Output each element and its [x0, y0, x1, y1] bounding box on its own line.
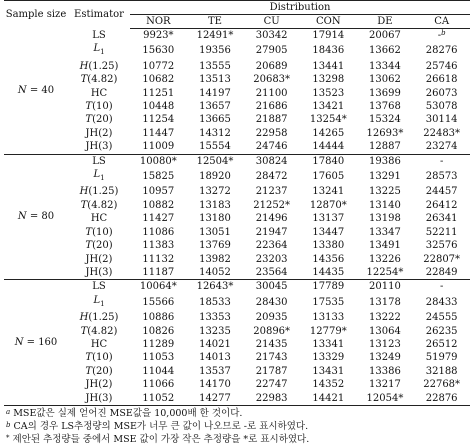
mse-value-cell: 13341	[312, 338, 345, 350]
mse-value-cell: 21252*	[253, 199, 291, 211]
mse-value-cell: 13235	[199, 325, 231, 337]
footnote: $^b$ CA의 경우 LS추정량의 MSE가 너무 큰 값이 나오므로 -로 표시하였다.	[6, 421, 309, 432]
estimator-label: T(4.82)	[80, 199, 118, 211]
mse-value-cell: 15566	[142, 296, 175, 308]
mse-value-cell: 15554	[187, 140, 244, 154]
mse-value-cell: 13386	[369, 365, 401, 377]
mse-value-cell: 14444	[300, 140, 357, 154]
mse-value-cell: 26341	[425, 213, 458, 225]
mse-value-cell: 13217	[369, 379, 401, 391]
table-row	[4, 154, 470, 168]
mse-value-cell: 18533	[199, 296, 231, 308]
table-body	[4, 29, 470, 406]
mse-value-cell: 13344	[369, 60, 401, 72]
estimator-label: $L_1$	[93, 294, 105, 308]
mse-value-cell: 13491	[369, 240, 401, 252]
estimator-label: HC	[90, 87, 108, 99]
mse-value-cell: 13441	[312, 60, 345, 72]
mse-value-cell: 53078	[425, 101, 458, 113]
mse-value-cell: -	[439, 281, 444, 293]
header-distribution: Distribution	[130, 1, 470, 15]
table-row	[4, 338, 470, 351]
estimator-label: HC	[90, 213, 108, 225]
mse-value-cell: 13198	[369, 213, 401, 225]
mse-value-cell: 21496	[255, 213, 288, 225]
mse-value-cell: 30824	[255, 155, 288, 167]
table-row	[4, 253, 470, 266]
mse-value-cell: 13513	[199, 74, 231, 86]
footnote: * 제안된 추정량들 중에서 MSE 값이 가장 작은 추정량을 *로 표시하였다.	[6, 434, 310, 445]
mse-value-cell: 11447	[142, 127, 175, 139]
mse-value-cell: 22747	[255, 379, 288, 391]
mse-value-cell: 13982	[199, 253, 231, 265]
mse-value-cell: 13222	[369, 312, 401, 324]
mse-value-cell: 13225	[369, 186, 401, 198]
mse-value-cell: 11044	[142, 365, 175, 377]
mse-value-cell: 17605	[312, 171, 345, 183]
mse-value-cell: 13329	[312, 352, 345, 364]
mse-value-cell: 11254	[142, 114, 175, 126]
results-table-container	[4, 0, 470, 406]
estimator-label: HC	[90, 338, 108, 350]
column-header-ca: CA	[413, 15, 470, 29]
estimator-label: JH(2)	[85, 253, 113, 265]
mse-value-cell: 13523	[312, 87, 345, 99]
table-row	[4, 378, 470, 391]
mse-value-cell: 20896*	[253, 325, 291, 337]
table-row	[4, 311, 470, 324]
mse-value-cell: 12779*	[309, 325, 347, 337]
mse-value-cell: 21686	[255, 101, 288, 113]
estimator-label: JH(3)	[68, 266, 130, 280]
mse-value-cell: 13431	[312, 365, 345, 377]
mse-value-cell: 26073	[425, 87, 458, 99]
column-header-te: TE	[187, 15, 244, 29]
mse-value-cell: 13226	[369, 253, 401, 265]
mse-value-cell: 13064	[369, 325, 401, 337]
mse-value-cell: 25746	[425, 60, 458, 72]
mse-value-cell: 10826	[142, 325, 175, 337]
table-row	[4, 127, 470, 140]
mse-value-cell: 22983	[243, 392, 300, 406]
mse-value-cell: 22876	[413, 392, 470, 406]
mse-value-cell: 12887	[357, 140, 414, 154]
sample-size-label: N = 160	[4, 280, 68, 406]
mse-value-cell: 11251	[142, 87, 175, 99]
mse-value-cell: 10448	[142, 101, 175, 113]
mse-value-cell: 13254*	[309, 114, 347, 126]
mse-value-cell: 14265	[312, 127, 345, 139]
mse-value-cell: 14170	[199, 379, 231, 391]
table-row	[4, 199, 470, 212]
mse-value-cell: 10957	[142, 186, 175, 198]
mse-value-cell: 10772	[142, 60, 175, 72]
mse-value-cell: 13249	[369, 352, 401, 364]
mse-value-cell: 12643*	[196, 281, 234, 293]
mse-value-cell: 28472	[255, 171, 288, 183]
estimator-label: H(1.25)	[79, 312, 119, 324]
mse-value-cell: 18920	[199, 171, 231, 183]
mse-value-cell: 13062	[369, 74, 401, 86]
mse-value-cell: 28276	[425, 45, 458, 57]
mse-value-cell: 21887	[255, 114, 288, 126]
mse-value-cell: 21743	[255, 352, 288, 364]
table-row	[4, 73, 470, 86]
mse-value-cell: 13180	[199, 213, 231, 225]
estimator-label: T(10)	[85, 352, 113, 364]
column-header-nor: NOR	[130, 15, 187, 29]
mse-value-cell: 12254*	[357, 266, 414, 280]
mse-value-cell: 17789	[312, 281, 345, 293]
table-row	[4, 294, 470, 311]
mse-value-cell: 10080*	[139, 155, 177, 167]
estimator-label: $L_1$	[93, 169, 105, 183]
mse-value-cell: 14435	[300, 266, 357, 280]
estimator-label: T(20)	[85, 365, 113, 377]
mse-value-cell: 30114	[425, 114, 458, 126]
mse-value-cell: 13291	[369, 171, 401, 183]
mse-value-cell: 23274	[413, 140, 470, 154]
mse-value-cell: 30045	[255, 281, 288, 293]
mse-value-cell: 11009	[130, 140, 187, 154]
mse-value-cell: 12491*	[196, 30, 234, 41]
mse-value-cell: 14356	[312, 253, 345, 265]
mse-value-cell: 26618	[425, 74, 458, 86]
mse-value-cell: 22958	[255, 127, 288, 139]
mse-value-cell: 12054*	[357, 392, 414, 406]
estimator-label: JH(3)	[68, 140, 130, 154]
mse-value-cell: 13380	[312, 240, 345, 252]
mse-results-table	[4, 0, 470, 406]
sample-size-label: N = 80	[4, 154, 68, 280]
estimator-label: JH(2)	[85, 379, 113, 391]
mse-value-cell: 52211	[425, 226, 458, 238]
mse-value-cell: 11289	[142, 338, 175, 350]
mse-value-cell: 24555	[425, 312, 458, 324]
footnote: $^a$ MSE값은 실제 얻어진 MSE값을 10,000배 한 것이다.	[6, 408, 243, 419]
mse-value-cell: 13657	[199, 101, 231, 113]
mse-value-cell: 19356	[199, 45, 231, 57]
mse-value-cell: -	[439, 155, 444, 167]
mse-value-cell: 13347	[369, 226, 401, 238]
mse-value-cell: 13272	[199, 186, 231, 198]
mse-value-cell: 13137	[312, 213, 345, 225]
mse-value-cell: 24457	[425, 186, 458, 198]
estimator-label: T(20)	[85, 114, 113, 126]
mse-value-cell: 19386	[369, 155, 401, 167]
table-row	[4, 140, 470, 154]
estimator-label: H(1.25)	[79, 186, 119, 198]
mse-value-cell: 10886	[142, 312, 175, 324]
mse-value-cell: 20067	[369, 30, 401, 41]
mse-value-cell: 10682	[142, 74, 175, 86]
mse-value-cell: 13133	[312, 312, 345, 324]
mse-value-cell: 32188	[425, 365, 458, 377]
estimator-label: T(4.82)	[80, 74, 118, 86]
mse-value-cell: 13183	[199, 199, 231, 211]
mse-value-cell: 21787	[255, 365, 288, 377]
table-row	[4, 168, 470, 185]
column-header-de: DE	[357, 15, 414, 29]
mse-value-cell: 22849	[413, 266, 470, 280]
estimator-label: JH(2)	[85, 127, 113, 139]
table-row	[4, 29, 470, 43]
mse-value-cell: 14197	[199, 87, 231, 99]
mse-value-cell: 21947	[255, 226, 288, 238]
mse-value-cell: 15825	[142, 171, 175, 183]
mse-value-cell: 13768	[369, 101, 401, 113]
mse-value-cell: 26412	[425, 199, 458, 211]
mse-value-cell: 13123	[369, 338, 401, 350]
mse-value-cell: 17840	[312, 155, 345, 167]
table-row	[4, 266, 470, 280]
mse-value-cell: 11427	[142, 213, 175, 225]
mse-value-cell: 20935	[255, 312, 288, 324]
mse-value-cell: 10882	[142, 199, 175, 211]
mse-value-cell: 51979	[425, 352, 458, 364]
mse-value-cell: 10064*	[139, 281, 177, 293]
table-row	[4, 87, 470, 100]
mse-value-cell: 23564	[243, 266, 300, 280]
table-row	[4, 113, 470, 126]
mse-value-cell: -$^b$	[437, 29, 446, 41]
mse-value-cell: 13178	[369, 296, 401, 308]
mse-value-cell: 13662	[369, 45, 401, 57]
mse-value-cell: 11086	[142, 226, 175, 238]
mse-value-cell: 13769	[199, 240, 231, 252]
mse-value-cell: 18436	[312, 45, 345, 57]
table-row	[4, 212, 470, 225]
mse-value-cell: 13140	[369, 199, 401, 211]
mse-value-cell: 20110	[369, 281, 401, 293]
mse-value-cell: 17535	[312, 296, 345, 308]
mse-value-cell: 21237	[255, 186, 288, 198]
mse-value-cell: 12693*	[366, 127, 404, 139]
mse-value-cell: 11187	[130, 266, 187, 280]
mse-value-cell: 13051	[199, 226, 231, 238]
mse-value-cell: 22807*	[423, 253, 461, 265]
mse-value-cell: 13537	[199, 365, 231, 377]
mse-value-cell: 32576	[425, 240, 458, 252]
table-row	[4, 351, 470, 364]
mse-value-cell: 13421	[312, 101, 345, 113]
column-header-con: CON	[300, 15, 357, 29]
header-sample-size: Sample size	[4, 1, 68, 29]
mse-value-cell: 11053	[142, 352, 175, 364]
mse-value-cell: 14421	[300, 392, 357, 406]
mse-value-cell: 27905	[255, 45, 288, 57]
mse-value-cell: 14352	[312, 379, 345, 391]
mse-value-cell: 24746	[243, 140, 300, 154]
estimator-label: LS	[92, 29, 106, 41]
estimator-label: T(20)	[85, 240, 113, 252]
mse-value-cell: 13353	[199, 312, 231, 324]
mse-value-cell: 26512	[425, 338, 458, 350]
table-row	[4, 392, 470, 406]
table-row	[4, 185, 470, 198]
mse-value-cell: 22364	[255, 240, 288, 252]
mse-value-cell: 21100	[255, 87, 288, 99]
mse-value-cell: 12504*	[196, 155, 234, 167]
mse-value-cell: 20689	[255, 60, 288, 72]
estimator-label: T(10)	[85, 226, 113, 238]
table-row	[4, 226, 470, 239]
estimator-label: H(1.25)	[79, 60, 119, 72]
table-row	[4, 325, 470, 338]
mse-value-cell: 14013	[199, 352, 231, 364]
header-estimator: Estimator	[68, 1, 130, 29]
mse-value-cell: 15630	[142, 45, 175, 57]
mse-value-cell: 11132	[142, 253, 175, 265]
sample-size-label: N = 40	[4, 29, 68, 155]
column-header-cu: CU	[243, 15, 300, 29]
mse-value-cell: 14021	[199, 338, 231, 350]
mse-value-cell: 28573	[425, 171, 458, 183]
mse-value-cell: 13447	[312, 226, 345, 238]
mse-value-cell: 22768*	[423, 379, 461, 391]
mse-value-cell: 14277	[187, 392, 244, 406]
mse-value-cell: 15324	[369, 114, 401, 126]
mse-value-cell: 14052	[187, 266, 244, 280]
table-row	[4, 60, 470, 73]
mse-value-cell: 13555	[199, 60, 231, 72]
mse-value-cell: 13298	[312, 74, 345, 86]
estimator-label: LS	[92, 281, 106, 293]
mse-value-cell: 28433	[425, 296, 458, 308]
table-row	[4, 100, 470, 113]
table-row	[4, 365, 470, 378]
mse-value-cell: 11052	[130, 392, 187, 406]
table-row	[4, 239, 470, 252]
table-row	[4, 280, 470, 294]
mse-value-cell: 11383	[142, 240, 175, 252]
mse-value-cell: 13241	[312, 186, 345, 198]
mse-value-cell: 11066	[142, 379, 175, 391]
mse-value-cell: 20683*	[253, 74, 291, 86]
mse-value-cell: 9923*	[143, 30, 174, 41]
table-row	[4, 42, 470, 59]
estimator-label: T(10)	[85, 101, 113, 113]
mse-value-cell: 26235	[425, 325, 458, 337]
mse-value-cell: 22483*	[423, 127, 461, 139]
estimator-label: $L_1$	[93, 43, 105, 57]
estimator-label: T(4.82)	[80, 325, 118, 337]
mse-value-cell: 13665	[199, 114, 231, 126]
mse-value-cell: 23203	[255, 253, 288, 265]
mse-value-cell: 17914	[312, 30, 345, 41]
estimator-label: JH(3)	[68, 392, 130, 406]
estimator-label: LS	[92, 155, 106, 167]
mse-value-cell: 14312	[199, 127, 231, 139]
mse-value-cell: 13699	[369, 87, 401, 99]
mse-value-cell: 30342	[255, 30, 288, 41]
mse-value-cell: 21435	[255, 338, 288, 350]
mse-value-cell: 12870*	[309, 199, 347, 211]
mse-value-cell: 28430	[255, 296, 288, 308]
